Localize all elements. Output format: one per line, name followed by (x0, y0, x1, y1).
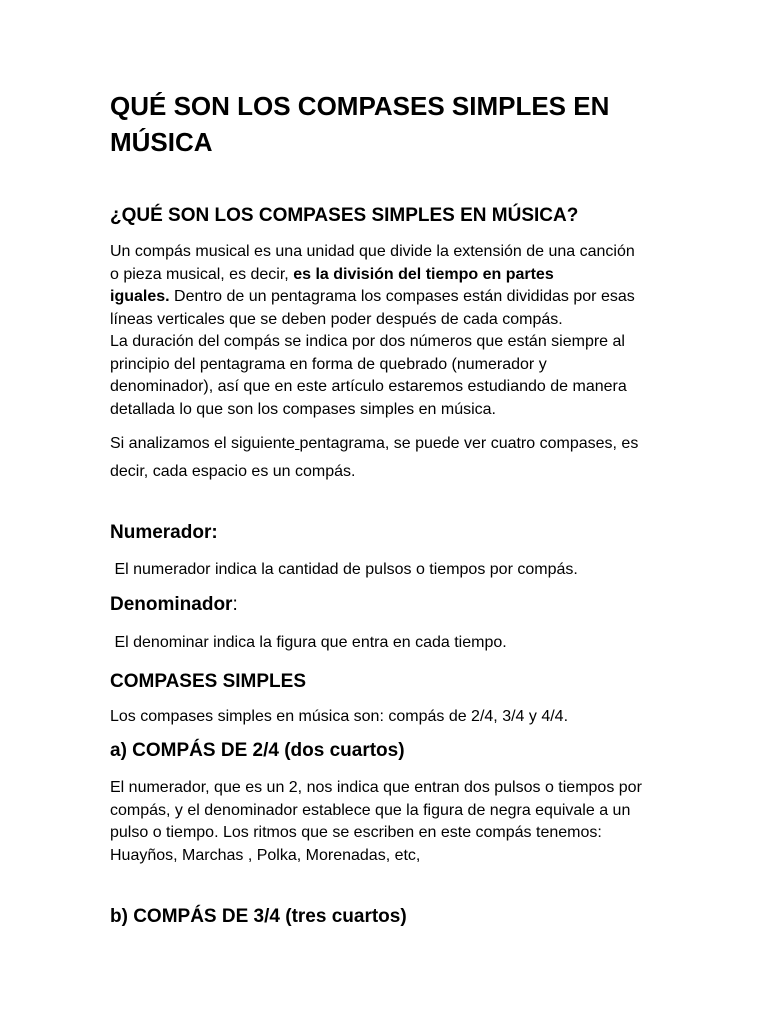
intro-line: detallada lo que son los compases simples en música. (110, 400, 496, 418)
intro-text: Dentro de un pentagrama los compases están divididas por esas (169, 288, 635, 305)
compas-2-4-line: Huayños, Marchas , Polka, Morenadas, etc, (110, 846, 421, 864)
heading-compases-simples: COMPASES SIMPLES (110, 671, 307, 692)
intro-line: La duración del compás se indica por dos números que están siempre al (110, 333, 625, 350)
intro-line: líneas verticales que se deben poder después de cada compás. (110, 310, 563, 328)
numerador-text: El numerador indica la cantidad de pulsos o tiempos por compás. (110, 561, 578, 578)
analysis-text: Si analizamos el siguiente (110, 435, 295, 452)
intro-line (110, 286, 670, 309)
intro-text: o pieza musical, es decir, (110, 265, 294, 283)
intro-line (110, 264, 670, 287)
intro-line: principio del pentagrama en forma de quebrado (numerador y (110, 355, 547, 373)
intro-bold-text: iguales. (110, 288, 170, 305)
heading-compas-2-4: a) COMPÁS DE 2/4 (dos cuartos) (110, 740, 405, 761)
intro-paragraph (110, 241, 670, 421)
analysis-text: pentagrama, se puede ver cuatro compases, es (299, 435, 639, 452)
intro-line: Un compás musical es una unidad que divide la extensión de una canción (110, 243, 635, 260)
heading-denominador (110, 593, 238, 617)
section-heading-question: ¿QUÉ SON LOS COMPASES SIMPLES EN MÚSICA? (110, 205, 579, 226)
analysis-paragraph (110, 430, 670, 486)
intro-bold-text: es la división del tiempo en partes (293, 265, 554, 283)
denominador-colon: : (232, 594, 238, 615)
heading-numerador: Numerador: (110, 522, 218, 543)
compases-simples-text: Los compases simples en música son: compás de 2/4, 3/4 y 4/4. (110, 708, 569, 725)
compas-2-4-line: pulso o tiempo. Los ritmos que se escriben en este compás tenemos: (110, 824, 602, 841)
denominador-text: El denominar indica la figura que entra en cada tiempo. (110, 634, 507, 651)
analysis-line: decir, cada espacio es un compás. (110, 463, 356, 480)
intro-line: denominador), así que en este artículo estaremos estudiando de manera (110, 378, 627, 395)
analysis-line (110, 430, 670, 458)
compas-2-4-line: compás, y el denominador establece que la figura de negra equivale a un (110, 801, 631, 819)
heading-compas-3-4: b) COMPÁS DE 3/4 (tres cuartos) (110, 906, 407, 927)
compas-2-4-line: El numerador, que es un 2, nos indica que entran dos pulsos o tiempos por (110, 779, 642, 796)
denominador-heading-text: Denominador (110, 594, 233, 615)
compas-2-4-paragraph (110, 777, 670, 867)
page-title: QUÉ SON LOS COMPASES SIMPLES EN MÚSICA (110, 91, 610, 157)
